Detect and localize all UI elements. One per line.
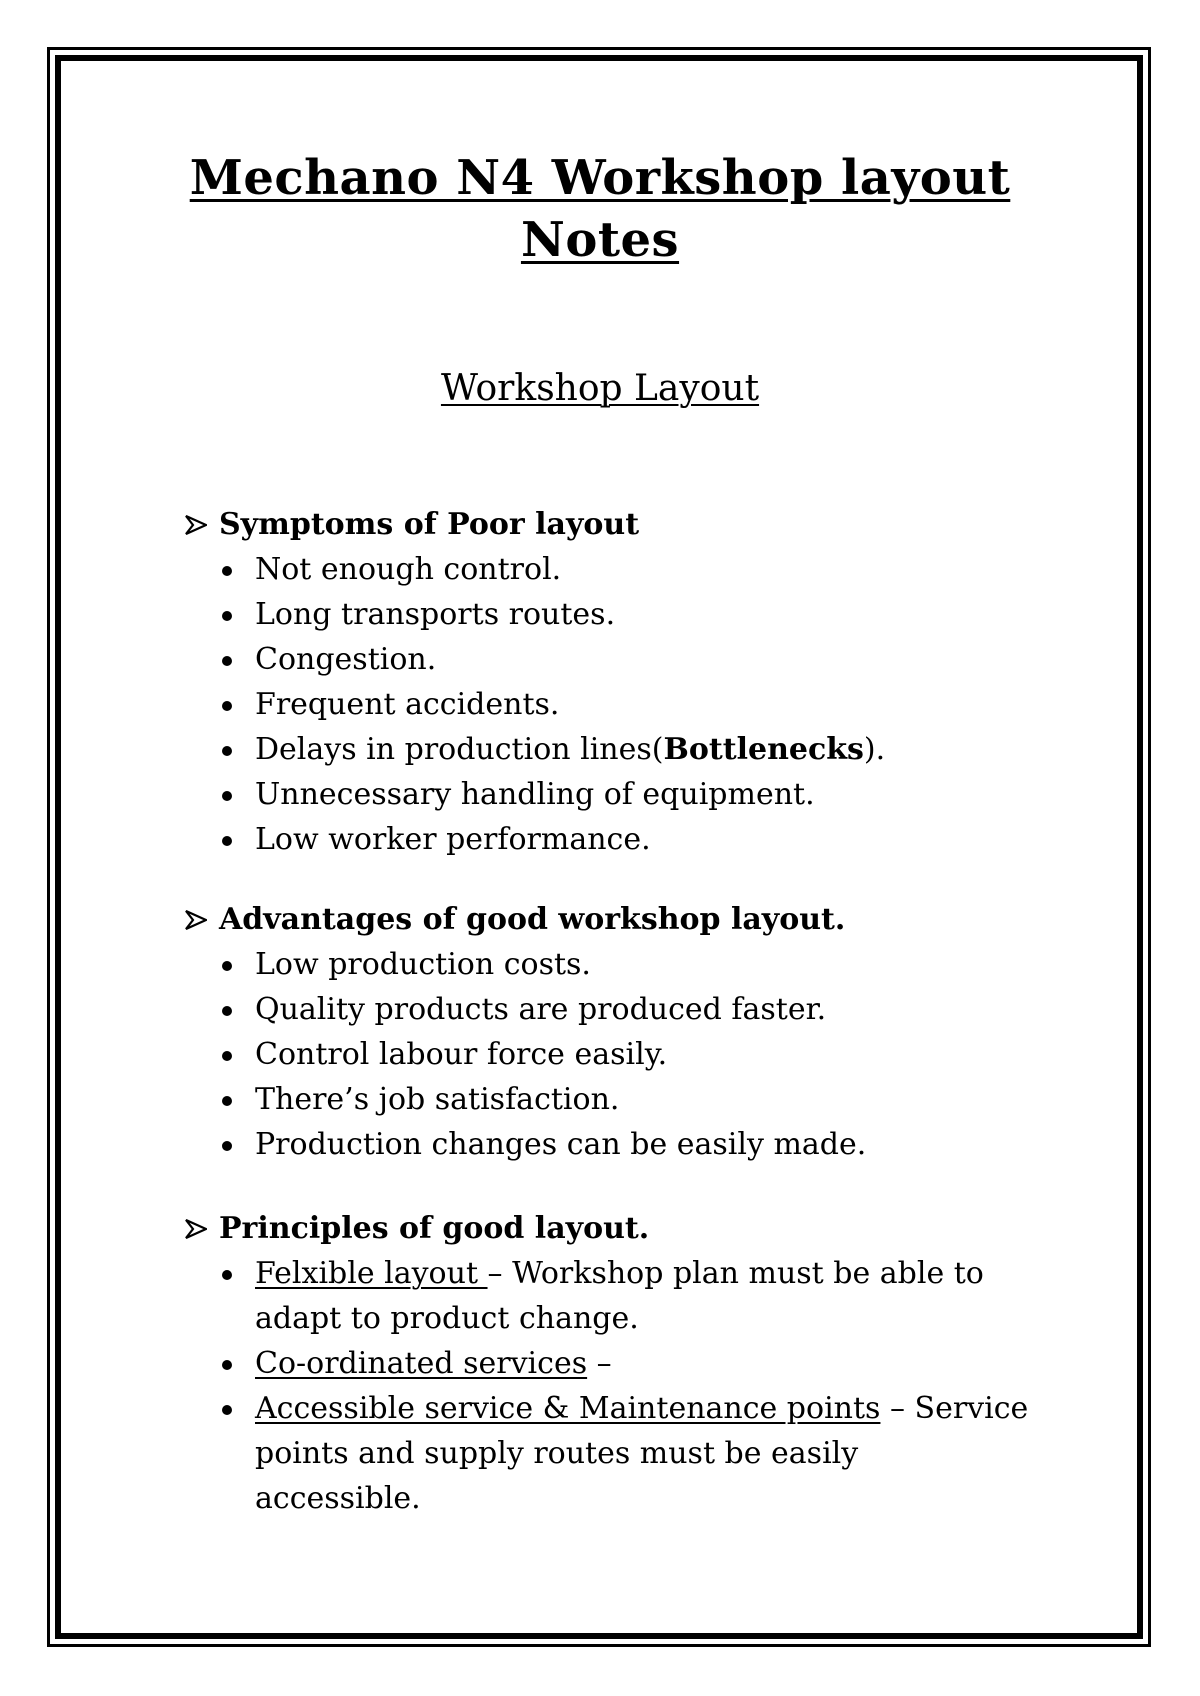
list-item bbox=[183, 547, 1033, 592]
bullet-dot-icon bbox=[222, 701, 232, 711]
section-principles-of-good-layout bbox=[183, 1206, 1033, 1521]
list-item bbox=[183, 942, 1033, 987]
section-symptoms-of-poor-layout bbox=[183, 502, 1033, 862]
bullet-dot-icon bbox=[222, 1405, 232, 1415]
principle-description: – Workshop plan must be able to adapt to product change. bbox=[255, 1256, 984, 1336]
section-heading bbox=[183, 897, 1033, 942]
arrow-bullet-icon bbox=[185, 515, 207, 535]
list-item bbox=[183, 1122, 1033, 1167]
bullet-list bbox=[183, 942, 1033, 1167]
list-item bbox=[183, 727, 1033, 772]
list-item bbox=[183, 817, 1033, 862]
list-item bbox=[183, 682, 1033, 727]
bullet-dot-icon bbox=[222, 1360, 232, 1370]
list-item bbox=[183, 1251, 1033, 1341]
principle-term: Felxible layout bbox=[255, 1256, 488, 1291]
bullet-dot-icon bbox=[222, 1006, 232, 1016]
list-item-text: There’s job satisfaction. bbox=[255, 1082, 620, 1117]
bullet-dot-icon bbox=[222, 1141, 232, 1151]
list-item bbox=[183, 1077, 1033, 1122]
bottlenecks-emphasis: Bottlenecks bbox=[663, 732, 864, 767]
list-item bbox=[183, 1032, 1033, 1077]
list-item-text: Long transports routes. bbox=[255, 597, 616, 632]
principle-term: Accessible service & Maintenance points bbox=[255, 1391, 881, 1426]
bullet-dot-icon bbox=[222, 746, 232, 756]
list-item-text: Frequent accidents. bbox=[255, 687, 560, 722]
section-heading-text: Advantages of good workshop layout. bbox=[219, 902, 846, 937]
list-item-text: Delays in production lines( bbox=[255, 732, 664, 767]
bullet-dot-icon bbox=[222, 656, 232, 666]
section-heading bbox=[183, 502, 1033, 547]
bullet-list bbox=[183, 1251, 1033, 1521]
list-item-text: Quality products are produced faster. bbox=[255, 992, 827, 1027]
document-title-line-1: Mechano N4 Workshop layout bbox=[189, 150, 1011, 206]
bullet-dot-icon bbox=[222, 1270, 232, 1280]
list-item bbox=[183, 772, 1033, 817]
bullet-dot-icon bbox=[222, 566, 232, 576]
principle-description: – bbox=[587, 1346, 612, 1381]
document-title bbox=[120, 147, 1080, 271]
arrow-bullet-icon bbox=[185, 1219, 207, 1239]
bullet-list bbox=[183, 547, 1033, 862]
list-item bbox=[183, 592, 1033, 637]
subtitle-text: Workshop Layout bbox=[440, 368, 760, 409]
bullet-dot-icon bbox=[222, 961, 232, 971]
document-subtitle bbox=[120, 367, 1080, 411]
arrow-bullet-icon bbox=[185, 910, 207, 930]
list-item bbox=[183, 1341, 1033, 1386]
bullet-dot-icon bbox=[222, 1051, 232, 1061]
section-advantages-of-good-layout bbox=[183, 897, 1033, 1167]
list-item-text: Low production costs. bbox=[255, 947, 591, 982]
list-item-text: Control labour force easily. bbox=[255, 1037, 668, 1072]
principle-term: Co-ordinated services bbox=[255, 1346, 588, 1381]
section-heading bbox=[183, 1206, 1033, 1251]
bullet-dot-icon bbox=[222, 611, 232, 621]
list-item-text: Unnecessary handling of equipment. bbox=[255, 777, 815, 812]
list-item-text-end: ). bbox=[863, 732, 886, 767]
list-item-text: Low worker performance. bbox=[255, 822, 651, 857]
document-title-line-2: Notes bbox=[520, 212, 680, 268]
section-heading-text: Principles of good layout. bbox=[219, 1211, 650, 1246]
list-item-text: Congestion. bbox=[255, 642, 437, 677]
list-item bbox=[183, 1386, 1033, 1521]
list-item-text: Production changes can be easily made. bbox=[255, 1127, 867, 1162]
section-heading-text: Symptoms of Poor layout bbox=[219, 507, 640, 542]
bullet-dot-icon bbox=[222, 1096, 232, 1106]
principle-description: – Service points and supply routes must be easily accessible. bbox=[255, 1391, 1029, 1516]
list-item bbox=[183, 987, 1033, 1032]
bullet-dot-icon bbox=[222, 791, 232, 801]
bullet-dot-icon bbox=[222, 836, 232, 846]
list-item-text: Not enough control. bbox=[255, 552, 562, 587]
list-item bbox=[183, 637, 1033, 682]
